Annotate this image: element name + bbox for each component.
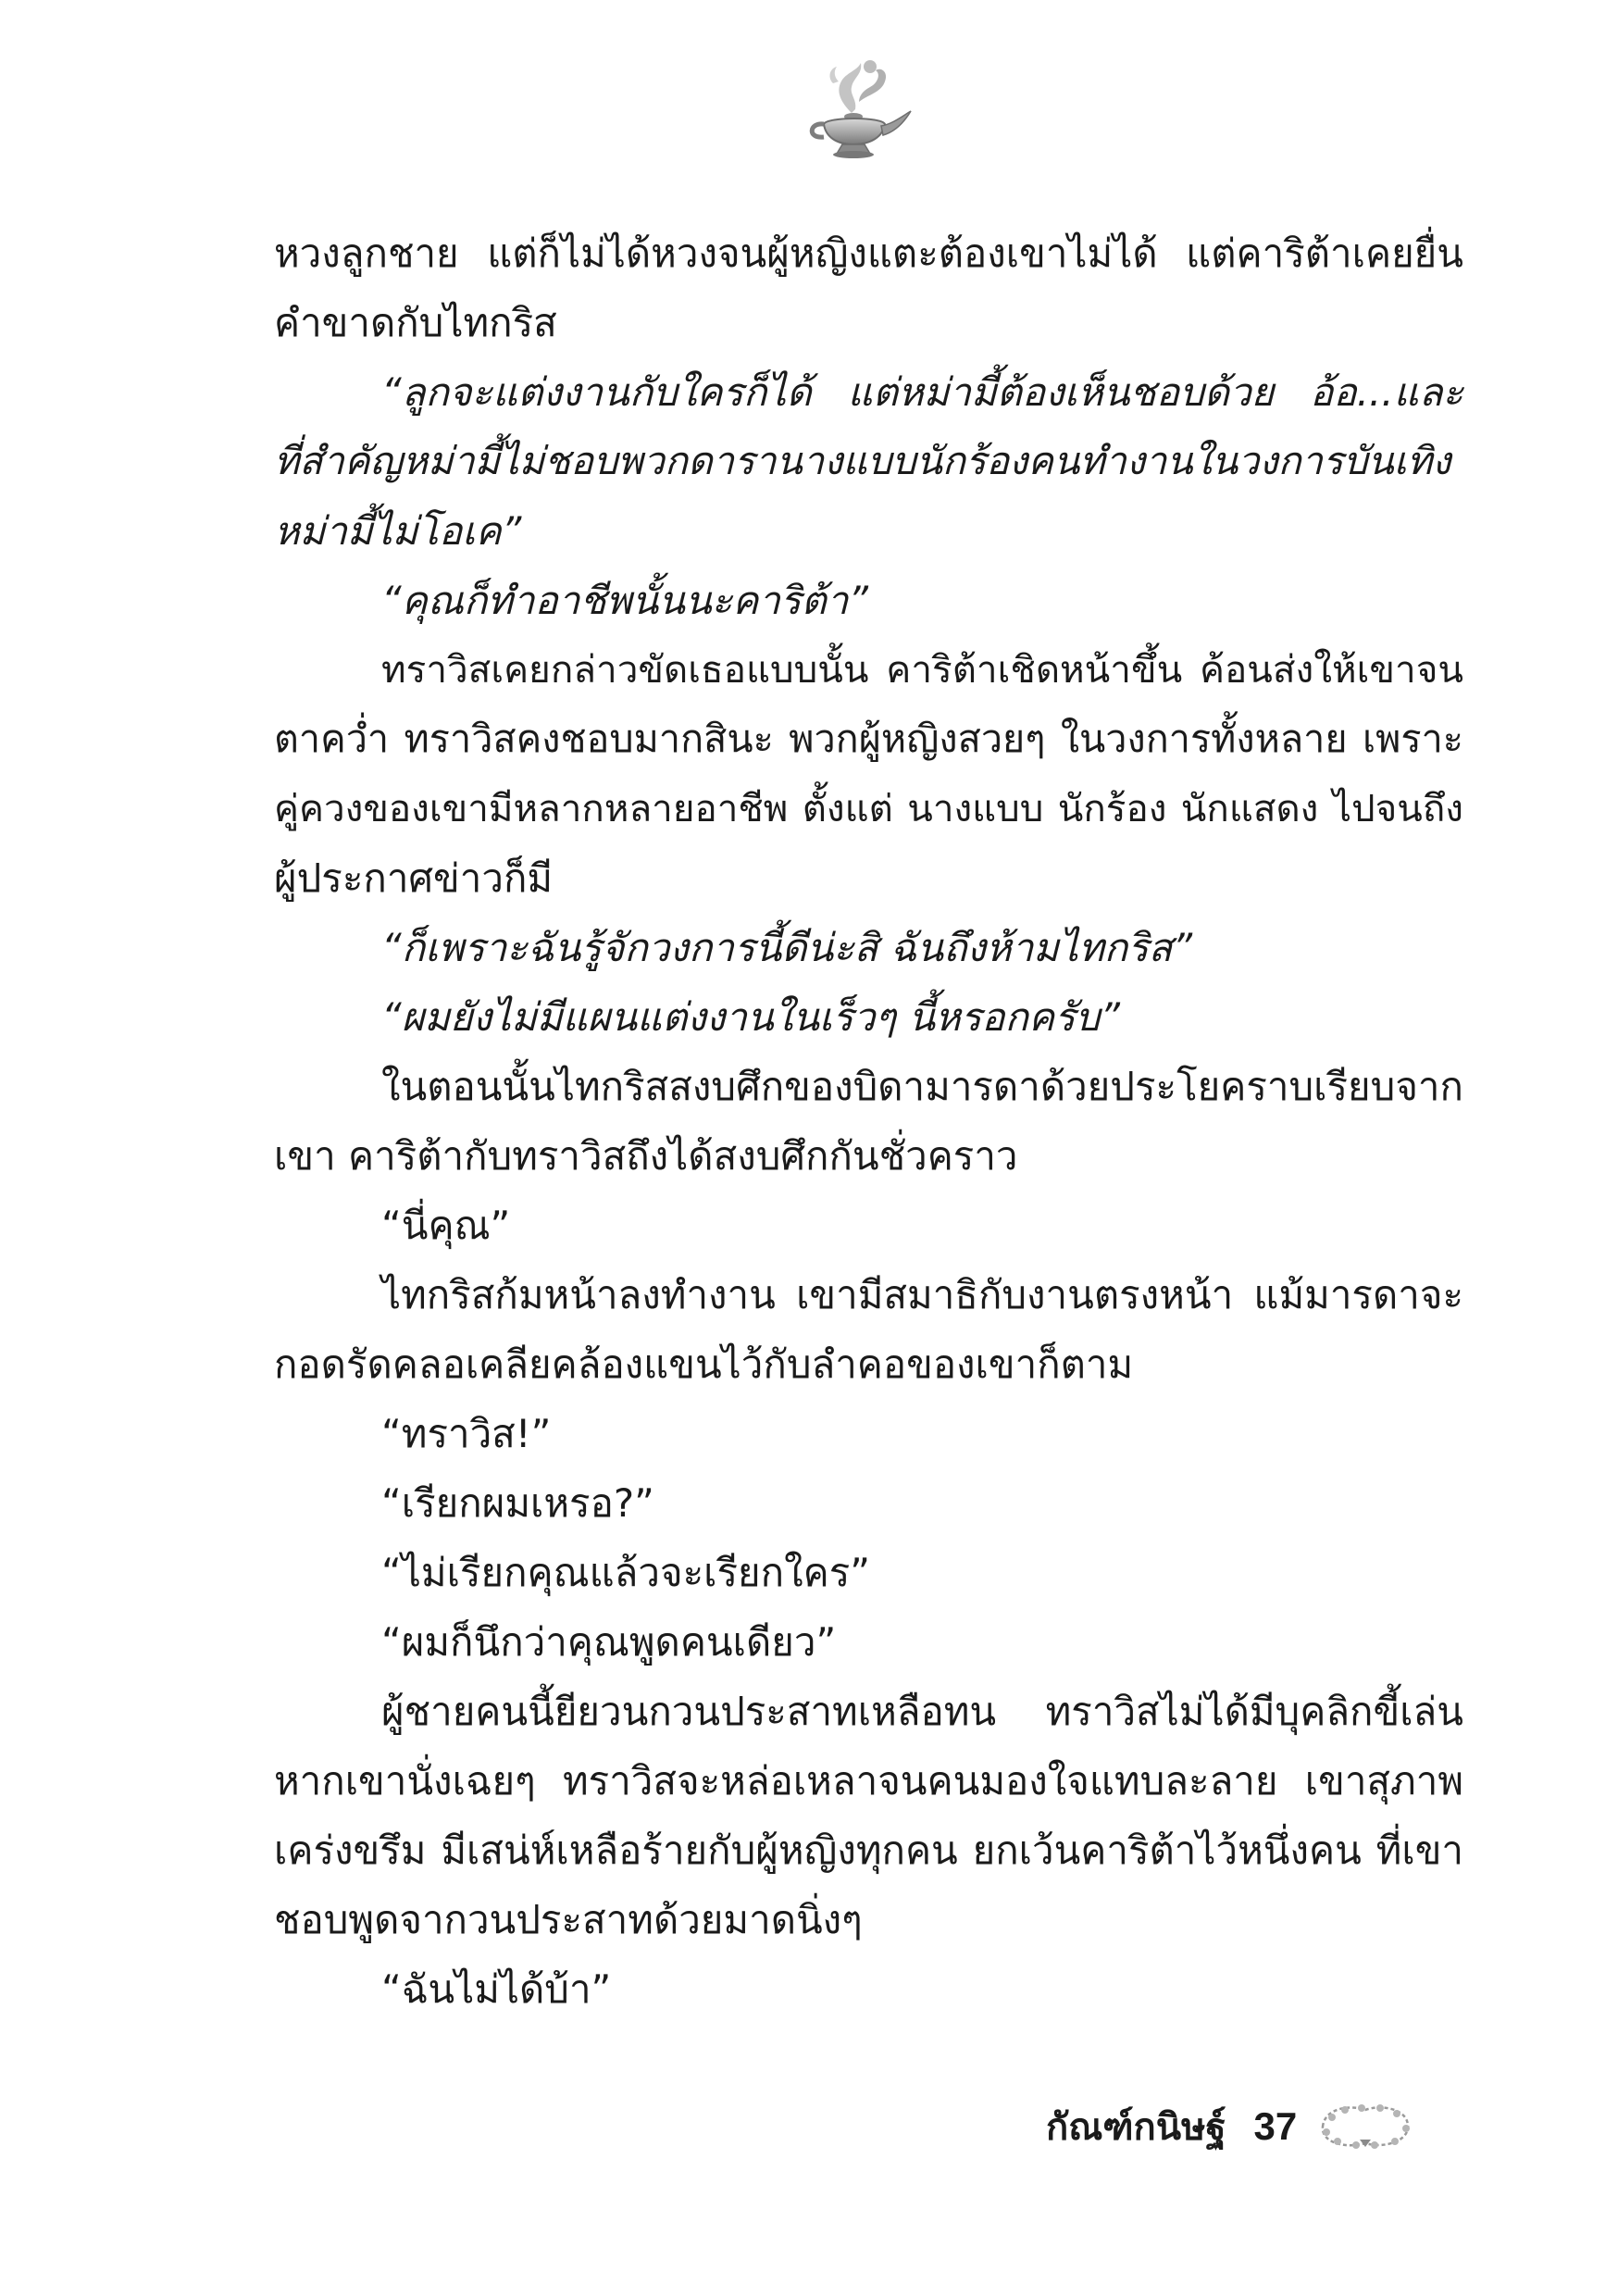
text-line: ผู้ประกาศข่าวก็มี (274, 855, 554, 901)
text-line: ผู้ชายคนนี้ยียวนกวนประสาทเหลือทน ทราวิสไม่ได้มีบุคลิกขี้เล่น (381, 1689, 1463, 1734)
text-line: หม่ามี้ไม่โอเค” (274, 508, 522, 554)
genie-lamp-icon (796, 56, 916, 167)
text-line: ทราวิสเคยกล่าวขัดเธอแบบนั้น คาริต้าเชิดหน้าขึ้น ค้อนส่งให้เขาจน (381, 647, 1463, 692)
text-line: คู่ควงของเขามีหลากหลายอาชีพ ตั้งแต่ นางแบบ นักร้อง นักแสดง ไปจนถึง (274, 787, 1463, 830)
page-footer (1046, 2094, 1415, 2159)
text-line: ที่สำคัญหม่ามี้ไม่ชอบพวกดารานางแบบนักร้องคนทำงานในวงการบันเทิง (274, 439, 1451, 483)
text-line: “คุณก็ทำอาชีพนั้นนะคาริต้า” (381, 578, 869, 623)
text-line: คำขาดกับไทกริส (274, 300, 557, 345)
text-line: “ลูกจะแต่งงานกับใครก็ได้ แต่หม่ามี้ต้องเห็นชอบด้วย อ้อ...และ (381, 369, 1463, 415)
book-title: กัณฑ์กนิษฐ์ (1046, 2106, 1226, 2149)
text-line: “นี่คุณ” (381, 1203, 511, 1248)
text-line: ไทกริสก้มหน้าลงทำงาน เขามีสมาธิกับงานตรงหน้า แม้มารดาจะ (381, 1272, 1463, 1317)
text-line: เขา คาริต้ากับทราวิสถึงได้สงบศึกกันชั่วคราว (274, 1133, 1018, 1179)
text-line: “ก็เพราะฉันรู้จักวงการนี้ดีน่ะสิ ฉันถึงห้ามไทกริส” (381, 925, 1193, 970)
text-line: ตาคว่ำ ทราวิสคงชอบมากสินะ พวกผู้หญิงสวยๆ ในวงการทั้งหลาย เพราะ (274, 717, 1463, 761)
text-line: “ผมก็นึกว่าคุณพูดคนเดียว” (381, 1619, 837, 1665)
text-line: ชอบพูดจากวนประสาทด้วยมาดนิ่งๆ (274, 1897, 863, 1942)
text-line: “ผมยังไม่มีแผนแต่งงานในเร็วๆ นี้หรอกครับ” (381, 994, 1121, 1040)
text-line: “ฉันไม่ได้บ้า” (381, 1966, 612, 2012)
chapter-body-text (274, 218, 1463, 2024)
text-line: เคร่งขรึม มีเสน่ห์เหลือร้ายกับผู้หญิงทุกคน ยกเว้นคาริต้าไว้หนึ่งคน ที่เขา (274, 1828, 1463, 1873)
text-line: หากเขานั่งเฉยๆ ทราวิสจะหล่อเหลาจนคนมองใจแทบละลาย เขาสุภาพ (274, 1758, 1463, 1803)
bracelet-icon (1313, 2099, 1415, 2154)
text-line: กอดรัดคลอเคลียคล้องแขนไว้กับลำคอของเขาก็ตาม (274, 1341, 1134, 1387)
text-line: หวงลูกชาย แต่ก็ไม่ได้หวงจนผู้หญิงแตะต้องเขาไม่ได้ แต่คาริต้าเคยยื่น (274, 231, 1463, 276)
page-number: 37 (1253, 2104, 1298, 2148)
text-line: “เรียกผมเหรอ?” (381, 1480, 654, 1526)
text-line: “ทราวิส!” (381, 1411, 552, 1456)
text-line: ในตอนนั้นไทกริสสงบศึกของบิดามารดาด้วยประโยคราบเรียบจาก (381, 1064, 1463, 1109)
text-line: “ไม่เรียกคุณแล้วจะเรียกใคร” (381, 1550, 871, 1595)
